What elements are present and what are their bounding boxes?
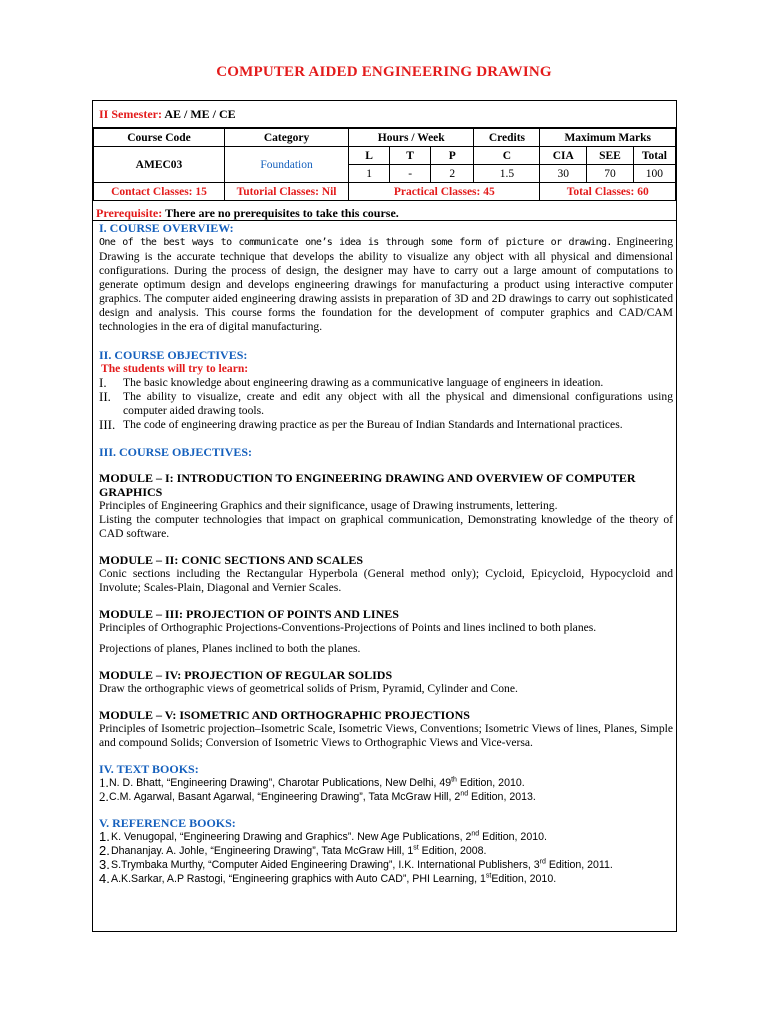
- ref-text: K. Venugopal, “Engineering Drawing and Graphics”. New Age Publications, 2: [111, 831, 472, 843]
- course-code: AMEC03: [94, 147, 225, 183]
- list-item: [99, 858, 673, 872]
- sub-c: C: [474, 147, 540, 165]
- ref-sup: st: [413, 844, 419, 852]
- list-item: [99, 376, 673, 390]
- module-3-title: MODULE – III: PROJECTION OF POINTS AND LINES: [99, 607, 399, 621]
- value-cia: 30: [540, 165, 587, 183]
- semester-value: AE / ME / CE: [164, 107, 236, 121]
- ref-text: Dhananjay. A. Johle, “Engineering Drawing”, Tata McGraw Hill, 1: [111, 845, 414, 857]
- semester-row: [93, 101, 676, 128]
- value-see: 70: [587, 165, 634, 183]
- prerequisite-row: [93, 205, 676, 221]
- overview-paragraph: [99, 235, 673, 334]
- list-item: [99, 418, 673, 432]
- overview-lead: One of the best ways to communicate one’s idea is through some form of picture or drawing.: [99, 237, 612, 248]
- header-max-marks: Maximum Marks: [540, 129, 676, 147]
- syllabus-body: [99, 221, 673, 886]
- book-sup: nd: [460, 790, 469, 798]
- module-5-text: Principles of Isometric projection–Isometric Scale, Isometric Views, Conventions; Isometric Views of lines, Planes, Simple and compound Solids; Conversion of Isometric Views to Orthographic Views and Vice-versa.: [99, 722, 673, 749]
- header-hours: Hours / Week: [349, 129, 474, 147]
- objective-number: I.: [99, 375, 107, 390]
- value-l: 1: [349, 165, 390, 183]
- sub-l: L: [349, 147, 390, 165]
- module-3-text-b: Projections of planes, Planes inclined to both the planes.: [99, 642, 361, 655]
- book-text: N. D. Bhatt, “Engineering Drawing”, Charotar Publications, New Delhi, 49: [109, 777, 452, 789]
- ref-sup: nd: [471, 830, 480, 838]
- text-books-heading: IV. TEXT BOOKS:: [99, 762, 199, 776]
- book-number: 2.: [99, 789, 109, 804]
- ref-text-end: Edition, 2010.: [491, 873, 557, 885]
- overview-text: Engineering Drawing is the accurate technique that develops the ability to visualize any object with all physical and dimensional configurations. During the process of design, the designer may have to carry out a large amount of computations to generate optimum design and develops engineering drawings for manufacturing a product using interactive computer graphics. The computer aided engineering drawing assists in preparation of 3D and 2D drawings to carry out sophisticated design and analysis. This course forms the foundation for the development of computer graphics and CAD/CAM technologies in the era of digital manufacturing.: [99, 235, 673, 333]
- list-item: [99, 830, 673, 844]
- syllabus-heading: III. COURSE OBJECTIVES:: [99, 445, 253, 459]
- sub-cia: CIA: [540, 147, 587, 165]
- list-item: [99, 872, 673, 886]
- ref-number: 1.: [99, 829, 110, 844]
- category-value: Foundation: [224, 147, 348, 183]
- list-item: [99, 776, 673, 790]
- list-item: [99, 790, 673, 804]
- book-text-end: Edition, 2013.: [468, 791, 536, 803]
- list-item: [99, 390, 673, 418]
- module-1-text-b: Listing the computer technologies that impact on graphical communication, Demonstrating knowledge of the theory of CAD software.: [99, 513, 673, 540]
- semester-label: II Semester:: [99, 107, 162, 121]
- objective-number: II.: [99, 389, 111, 404]
- sub-p: P: [431, 147, 474, 165]
- prerequisite-label: Prerequisite:: [96, 206, 163, 220]
- objective-text: The code of engineering drawing practice as per the Bureau of Indian Standards and International practices.: [123, 418, 623, 431]
- practical-classes: Practical Classes: 45: [349, 183, 540, 201]
- ref-text-end: Edition, 2008.: [418, 845, 487, 857]
- ref-entry: [111, 844, 486, 858]
- value-total: 100: [633, 165, 675, 183]
- book-entry: [109, 776, 525, 790]
- module-3-text-a: Principles of Orthographic Projections-Conventions-Projections of Points and lines inclined to both planes.: [99, 621, 597, 634]
- objective-text: The basic knowledge about engineering drawing as a communicative language of engineers in ideation.: [123, 376, 604, 389]
- ref-entry: [111, 830, 547, 844]
- sub-t: T: [390, 147, 431, 165]
- book-text: C.M. Agarwal, Basant Agarwal, “Engineering Drawing”, Tata McGraw Hill, 2: [109, 791, 461, 803]
- module-4-title: MODULE – IV: PROJECTION OF REGULAR SOLIDS: [99, 668, 393, 682]
- prerequisite-text: There are no prerequisites to take this course.: [165, 206, 399, 220]
- tutorial-classes: Tutorial Classes: Nil: [224, 183, 348, 201]
- header-category: Category: [224, 129, 348, 147]
- objectives-heading: II. COURSE OBJECTIVES:: [99, 348, 248, 362]
- total-classes: Total Classes: 60: [540, 183, 676, 201]
- book-number: 1.: [99, 775, 109, 790]
- book-entry: [109, 790, 536, 804]
- objective-number: III.: [99, 417, 116, 432]
- value-c: 1.5: [474, 165, 540, 183]
- value-p: 2: [431, 165, 474, 183]
- reference-books-heading: V. REFERENCE BOOKS:: [99, 816, 236, 830]
- ref-entry: [111, 872, 556, 886]
- module-1-title: MODULE – I: INTRODUCTION TO ENGINEERING DRAWING AND OVERVIEW OF COMPUTER GRAPHICS: [99, 471, 636, 499]
- contact-classes: Contact Classes: 15: [94, 183, 225, 201]
- module-5-title: MODULE – V: ISOMETRIC AND ORTHOGRAPHIC PROJECTIONS: [99, 708, 470, 722]
- module-1-text-a: Principles of Engineering Graphics and their significance, usage of Drawing instruments, lettering.: [99, 499, 558, 512]
- ref-text-end: Edition, 2010.: [479, 831, 547, 843]
- objectives-subheading: The students will try to learn:: [101, 362, 249, 375]
- table-subheader-row: [94, 147, 676, 165]
- ref-text-end: Edition, 2011.: [545, 859, 613, 871]
- header-credits: Credits: [474, 129, 540, 147]
- ref-text: A.K.Sarkar, A.P Rastogi, “Engineering graphics with Auto CAD”, PHI Learning, 1: [111, 873, 486, 885]
- list-item: [99, 844, 673, 858]
- value-t: -: [390, 165, 431, 183]
- course-table: [93, 128, 676, 201]
- ref-number: 3.: [99, 857, 110, 872]
- objective-text: The ability to visualize, create and edit any object with all the physical and dimensional configurations using computer aided drawing tools.: [123, 390, 673, 417]
- ref-number: 2.: [99, 843, 110, 858]
- module-2-title: MODULE – II: CONIC SECTIONS AND SCALES: [99, 553, 364, 567]
- ref-sup: rd: [539, 858, 546, 866]
- book-sup: th: [451, 776, 457, 784]
- module-2-text: Conic sections including the Rectangular Hyperbola (General method only); Cycloid, Epicycloid, Hypocycloid and Involute; Scales-Plain, Diagonal and Vernier Scales.: [99, 567, 673, 594]
- ref-number: 4.: [99, 871, 110, 886]
- classes-row: [94, 183, 676, 201]
- ref-entry: [111, 858, 613, 872]
- table-header-row: [94, 129, 676, 147]
- syllabus-frame: [92, 100, 677, 932]
- sub-see: SEE: [587, 147, 634, 165]
- page-title: COMPUTER AIDED ENGINEERING DRAWING: [216, 64, 552, 80]
- overview-heading: I. COURSE OVERVIEW:: [99, 221, 234, 235]
- module-4-text: Draw the orthographic views of geometrical solids of Prism, Pyramid, Cylinder and Cone.: [99, 682, 518, 695]
- ref-sup: st: [485, 872, 492, 880]
- ref-text: S.Trymbaka Murthy, “Computer Aided Engineering Drawing”, I.K. International Publishers, 3: [111, 859, 540, 871]
- book-text-end: Edition, 2010.: [456, 777, 525, 789]
- sub-total: Total: [633, 147, 675, 165]
- header-course-code: Course Code: [94, 129, 225, 147]
